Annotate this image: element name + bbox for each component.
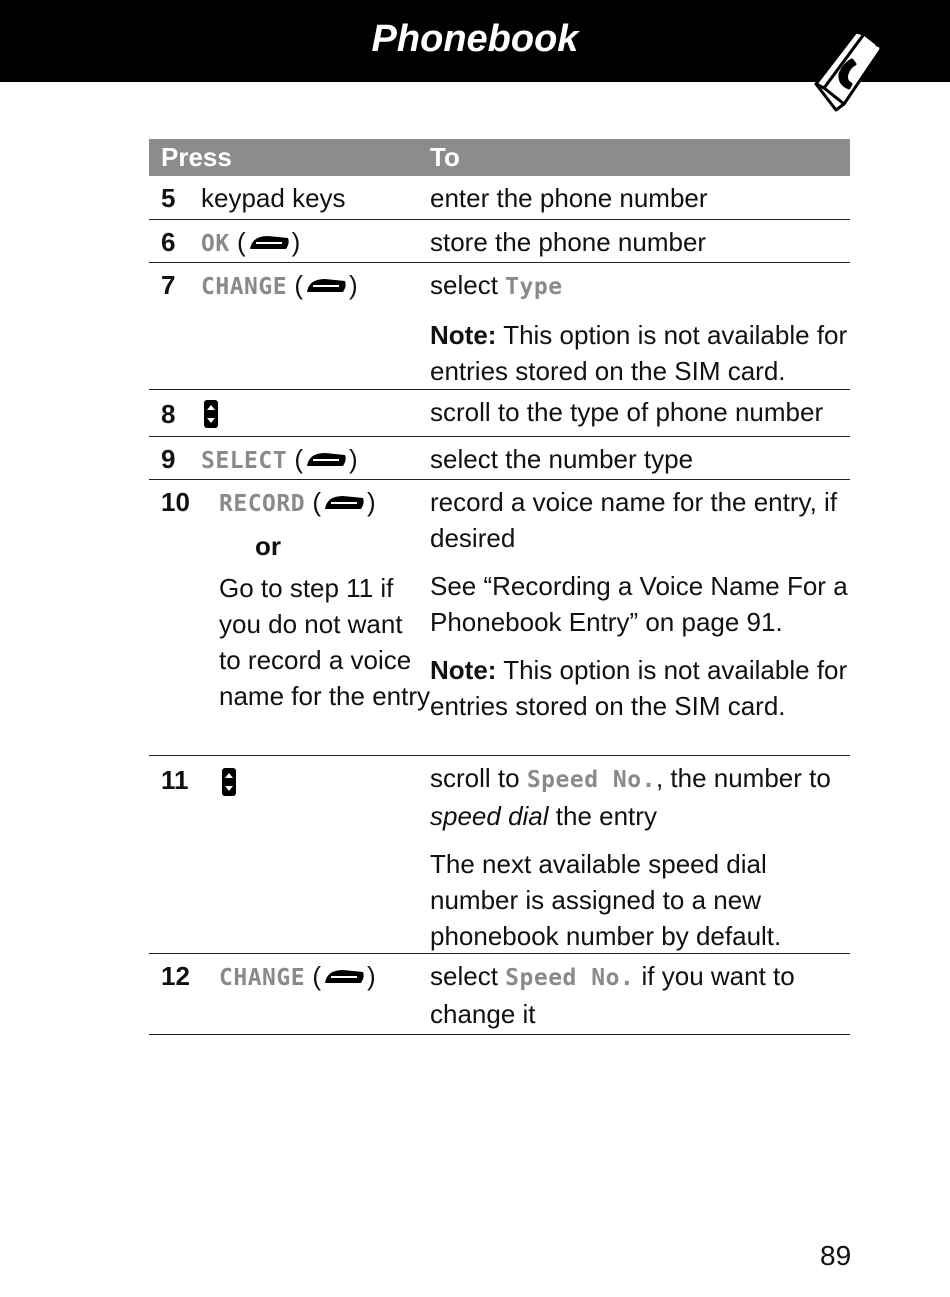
step-number: 12 <box>161 961 190 991</box>
to-cell <box>430 263 850 389</box>
press-cell <box>219 954 430 1034</box>
paren: ( <box>312 961 321 991</box>
step-number: 5 <box>161 183 176 213</box>
press-cell <box>201 263 430 389</box>
press-cell <box>219 480 430 755</box>
page-title: Phonebook <box>371 18 579 60</box>
softkey-label: CHANGE <box>219 965 306 991</box>
to-cell <box>430 480 850 755</box>
to-text: if you want to change it <box>430 961 795 1029</box>
paren: ) <box>291 227 301 257</box>
table-row <box>149 480 850 756</box>
page-number: 89 <box>820 1240 852 1271</box>
table-row <box>149 390 850 437</box>
scroll-key-icon <box>203 399 219 429</box>
note-text: This option is not available for entries stored on the SIM card. <box>430 320 848 386</box>
press-cell <box>219 756 430 953</box>
cross-reference: See “Recording a Voice Name For a Phonebook Entry” on page 91. <box>430 571 848 637</box>
softkey-label: OK <box>201 231 230 257</box>
to-cell: scroll to the type of phone number <box>430 397 824 427</box>
right-softkey-icon <box>303 275 349 297</box>
to-cell <box>430 954 850 1034</box>
step-number: 6 <box>161 227 176 257</box>
to-text: , the number to <box>655 763 831 793</box>
phonebook-icon <box>806 26 896 118</box>
term: speed dial <box>430 801 549 831</box>
softkey-label: CHANGE <box>201 274 288 300</box>
table-row <box>149 220 850 263</box>
or-label: or <box>255 531 281 561</box>
to-cell: store the phone number <box>430 227 707 257</box>
paren: ) <box>367 487 376 517</box>
to-cell: enter the phone number <box>430 183 708 213</box>
note-label: Note: <box>430 655 497 685</box>
right-softkey-icon <box>321 492 367 514</box>
paren: ( <box>312 487 321 517</box>
paren: ( <box>236 227 246 257</box>
to-text: select <box>430 270 506 300</box>
press-cell: keypad keys <box>201 183 346 213</box>
to-text: scroll to <box>430 763 527 793</box>
paren: ( <box>294 270 303 300</box>
step-number: 10 <box>161 487 190 517</box>
table-row <box>149 756 850 954</box>
to-cell <box>430 756 850 953</box>
menu-option: Speed No. <box>526 767 656 793</box>
menu-option: Speed No. <box>505 965 635 991</box>
paren: ) <box>367 961 376 991</box>
softkey-label: SELECT <box>201 448 288 474</box>
alternative-text: Go to step 11 if you do not want to record a voice name for the entry <box>219 573 430 711</box>
to-text: record a voice name for the entry, if desired <box>430 487 838 553</box>
press-cell <box>201 220 430 262</box>
menu-option: Type <box>505 274 563 300</box>
note-text: This option is not available for entries stored on the SIM card. <box>430 655 848 721</box>
right-softkey-icon <box>303 449 349 471</box>
column-header-to: To <box>430 142 460 172</box>
note-label: Note: <box>430 320 497 350</box>
table-row <box>149 176 850 220</box>
to-text: the entry <box>548 801 657 831</box>
to-text: select <box>430 961 506 991</box>
right-softkey-icon <box>321 966 367 988</box>
press-cell <box>201 390 430 436</box>
step-number: 9 <box>161 444 176 474</box>
softkey-label: RECORD <box>219 491 306 517</box>
right-softkey-icon <box>246 232 292 254</box>
column-header-press: Press <box>161 142 232 172</box>
to-text: The next available speed dial number is assigned to a new phonebook number by default. <box>430 849 782 951</box>
scroll-key-icon <box>221 767 237 797</box>
paren: ( <box>294 444 303 474</box>
table-row <box>149 954 850 1035</box>
table-row <box>149 263 850 390</box>
step-number: 8 <box>161 399 176 429</box>
paren: ) <box>349 444 358 474</box>
to-cell: select the number type <box>430 444 694 474</box>
step-number: 7 <box>161 270 176 300</box>
step-number: 11 <box>161 765 189 795</box>
procedure-table <box>149 139 850 1035</box>
table-row <box>149 437 850 480</box>
paren: ) <box>349 270 358 300</box>
press-cell <box>201 437 430 479</box>
table-header <box>149 139 850 176</box>
